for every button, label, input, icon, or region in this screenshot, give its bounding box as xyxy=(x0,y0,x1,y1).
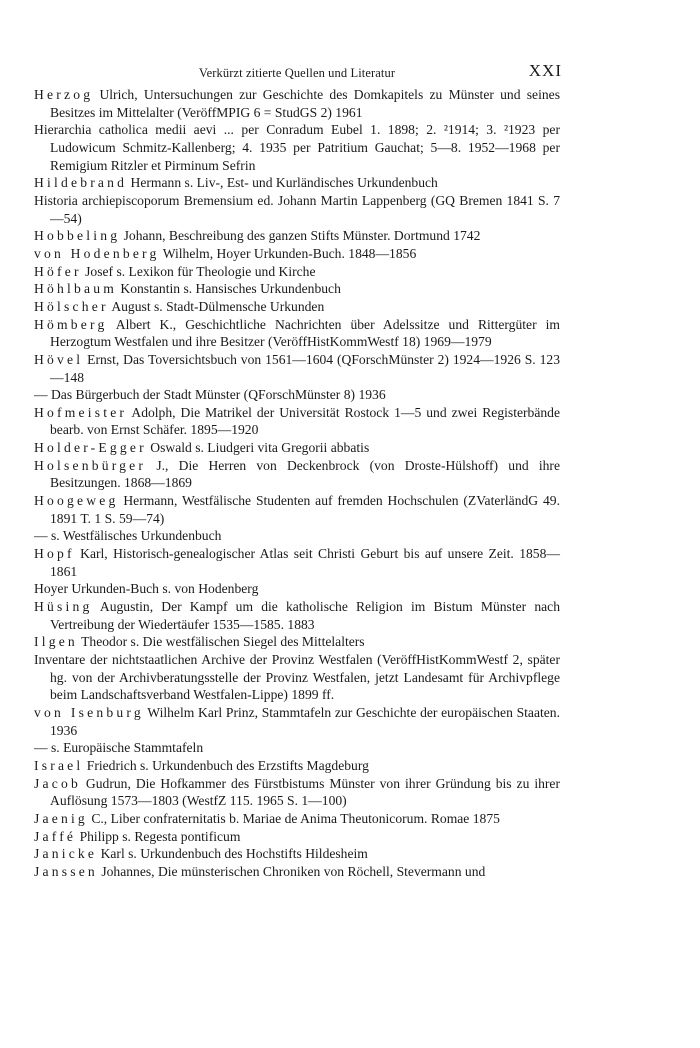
bibliography-entry xyxy=(34,757,560,775)
entry-text: Philipp s. Regesta pontificum xyxy=(76,828,241,844)
entry-text: — Das Bürgerbuch der Stadt Münster (QForschMünster 8) 1936 xyxy=(34,387,386,403)
entry-text: — s. Europäische Stammtafeln xyxy=(34,740,204,756)
entry-text: Friedrich s. Urkundenbuch des Erzstifts Magdeburg xyxy=(83,757,369,773)
entry-text: Josef s. Lexikon für Theologie und Kirche xyxy=(81,263,316,279)
bibliography-entry xyxy=(34,580,560,598)
entry-author: Israel xyxy=(34,757,84,773)
entry-author: Hölscher xyxy=(34,298,109,314)
entry-author: Janssen xyxy=(34,863,98,879)
entry-text: Wilhelm Karl Prinz, Stammtafeln zur Geschichte der europäischen Staaten. 1936 xyxy=(50,704,560,738)
bibliography-entry xyxy=(34,704,560,739)
entry-author: Hopf xyxy=(34,546,75,562)
bibliography-entry xyxy=(34,527,560,545)
bibliography-entry xyxy=(34,386,560,404)
bibliography-entry xyxy=(34,404,560,439)
bibliography-entry xyxy=(34,86,560,121)
entry-text: Hermann s. Liv-, Est- und Kurländisches Urkundenbuch xyxy=(127,175,438,191)
entry-author: Hövel xyxy=(34,351,84,367)
entry-text: August s. Stadt-Dülmensche Urkunden xyxy=(108,298,325,314)
bibliography-entry xyxy=(34,739,560,757)
running-header xyxy=(34,62,560,86)
bibliography-entry xyxy=(34,280,560,298)
bibliography-entry xyxy=(34,192,560,227)
entry-text: Adolph, Die Matrikel der Universität Rostock 1—5 und zwei Registerbände bearb. von Ernst Schäfer. 1895—1920 xyxy=(50,404,560,438)
entry-author: Höhlbaum xyxy=(34,281,117,297)
bibliography-entry xyxy=(34,457,560,492)
entry-author: Hofmeister xyxy=(34,404,128,420)
entry-text: Historia archiepiscoporum Bremensium ed. Johann Martin Lappenberg (GQ Bremen 1841 S. 7—54) xyxy=(34,192,560,226)
entry-text: Albert K., Geschichtliche Nachrichten über Adelssitze und Rittergüter im Herzogtum Westfalen und ihre Besitzer (VeröffHistKommWestf 18) 1969—1979 xyxy=(50,316,560,350)
entry-text: Hierarchia catholica medii aevi ... per Conradum Eubel 1. 1898; 2. ²1914; 3. ²1923 per Ludowicum Schmitz-Kallenberg; 4. 1935 per Patritium Gauchat; 5—8. 1952—1968 per Remigium Ritzler et Pirminum Sefrin xyxy=(34,122,560,173)
entry-text: Oswald s. Liudgeri vita Gregorii abbatis xyxy=(146,440,370,456)
entry-author: Janicke xyxy=(34,846,98,862)
bibliography-entry xyxy=(34,298,560,316)
entry-author: Jacob xyxy=(34,775,81,791)
bibliography-entry xyxy=(34,545,560,580)
entry-author: Höfer xyxy=(34,263,82,279)
entry-author: Jaffé xyxy=(34,828,77,844)
bibliography-entry xyxy=(34,316,560,351)
entry-text: Johannes, Die münsterischen Chroniken von Röchell, Stevermann und xyxy=(97,863,486,879)
entry-text: J., Die Herren von Deckenbrock (von Droste-Hülshoff) und ihre Besitzungen. 1868—1869 xyxy=(50,457,560,491)
entry-text: Karl s. Urkundenbuch des Hochstifts Hildesheim xyxy=(97,846,368,862)
entry-author: Hüsing xyxy=(34,599,93,615)
entry-author: Hömberg xyxy=(34,316,108,332)
entry-author: Hoogeweg xyxy=(34,493,119,509)
bibliography-entry xyxy=(34,351,560,386)
entry-author: Jaenig xyxy=(34,810,88,826)
bibliography-entry xyxy=(34,439,560,457)
entry-author: Holder-Egger xyxy=(34,440,147,456)
entry-text: Wilhelm, Hoyer Urkunden-Buch. 1848—1856 xyxy=(159,245,417,261)
bibliography-entry xyxy=(34,174,560,192)
bibliography-entry xyxy=(34,845,560,863)
entry-author: Herzog xyxy=(34,87,94,102)
bibliography-entry xyxy=(34,633,560,651)
entry-text: Augustin, Der Kampf um die katholische Religion im Bistum Münster nach Vertreibung der Wiedertäufer 1535—1585. 1883 xyxy=(50,599,560,632)
entry-author: Hobbeling xyxy=(34,228,121,244)
running-header-title: Verkürzt zitierte Quellen und Literatur xyxy=(198,66,396,80)
entry-text: Hoyer Urkunden-Buch s. von Hodenberg xyxy=(34,581,259,597)
bibliography-entry xyxy=(34,828,560,846)
entry-author: Ilgen xyxy=(34,634,78,650)
entry-author: Holsenbürger xyxy=(34,457,147,473)
entry-text: Ernst, Das Toversichtsbuch von 1561—1604 (QForschMünster 2) 1924—1926 S. 123—148 xyxy=(50,351,560,385)
bibliography-entry xyxy=(34,263,560,281)
entry-text: Inventare der nichtstaatlichen Archive der Provinz Westfalen (VeröffHistKommWestf 2, später hg. von der Archivberatungsstelle der Provinz Westfalen, jetzt Landesamt für Archivpflege beim Landschaftsverband Westfalen-Lippe) 1899 ff. xyxy=(34,652,560,703)
entry-text: Hermann, Westfälische Studenten auf fremden Hochschulen (ZVaterländG 49. 1891 T. 1 S. 59—74) xyxy=(50,493,560,526)
bibliography-list xyxy=(34,86,560,881)
bibliography-entry xyxy=(34,810,560,828)
entry-text: Ulrich, Untersuchungen zur Geschichte des Domkapitels zu Münster und seines Besitzes im Mittelalter (VeröffMPIG 6 = StudGS 2) 1961 xyxy=(50,87,560,120)
entry-text: Konstantin s. Hansisches Urkundenbuch xyxy=(117,281,341,297)
bibliography-entry xyxy=(34,598,560,633)
bibliography-entry xyxy=(34,651,560,704)
bibliography-entry xyxy=(34,121,560,174)
bibliography-entry xyxy=(34,863,560,881)
entry-text: Johann, Beschreibung des ganzen Stifts Münster. Dortmund 1742 xyxy=(120,228,481,244)
entry-author: von Isenburg xyxy=(34,704,144,720)
entry-author: von Hodenberg xyxy=(34,245,160,261)
entry-text: C., Liber confraternitatis b. Mariae de Anima Theutonicorum. Romae 1875 xyxy=(87,810,500,826)
bibliography-entry xyxy=(34,227,560,245)
entry-text: Theodor s. Die westfälischen Siegel des Mittelalters xyxy=(77,634,365,650)
entry-author: Hildebrand xyxy=(34,175,128,191)
bibliography-entry xyxy=(34,492,560,527)
entry-text: Gudrun, Die Hofkammer des Fürstbistums Münster von ihrer Gründung bis zu ihrer Auflösung 1573—1803 (WestfZ 115. 1965 S. 1—100) xyxy=(50,775,560,809)
bibliography-entry xyxy=(34,245,560,263)
page-number: XXI xyxy=(528,61,562,80)
entry-text: — s. Westfälisches Urkundenbuch xyxy=(34,528,222,544)
entry-text: Karl, Historisch-genealogischer Atlas seit Christi Geburt bis auf unsere Zeit. 1858—1861 xyxy=(50,546,560,579)
bibliography-entry xyxy=(34,775,560,810)
